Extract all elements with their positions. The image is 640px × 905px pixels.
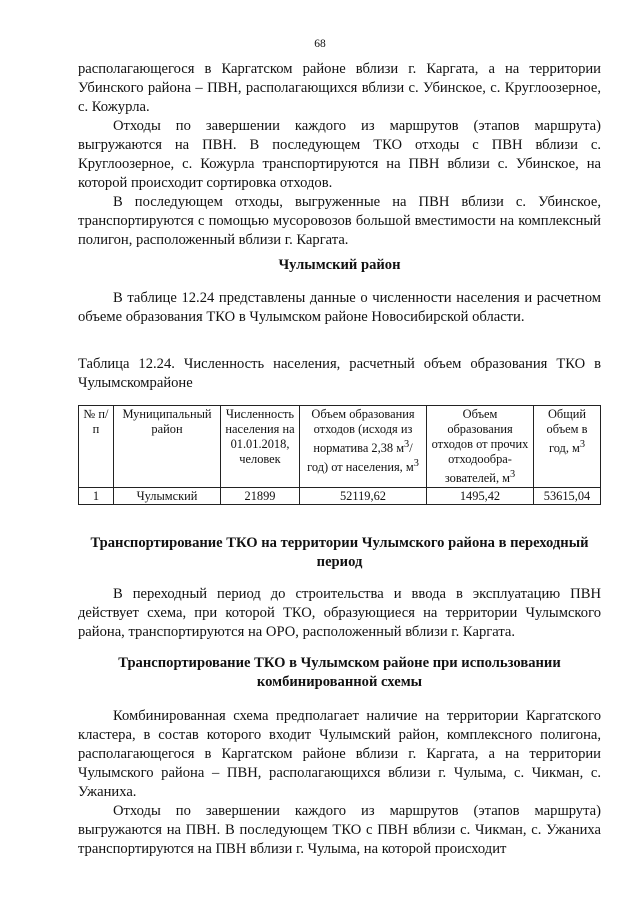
- cell-volume-norm: 52119,62: [300, 488, 427, 505]
- cell-total: 53615,04: [534, 488, 601, 505]
- header-total-sup: 3: [579, 439, 586, 450]
- text-block-top: [78, 60, 601, 250]
- population-table: [78, 405, 601, 505]
- paragraph-7: Отходы по завершении каждого из маршрутов (этапов маршрута) выгружаются на ПВН. В последующем ТКО с ПВН вблизи с. Чикман, с. Ужаниха транспортируются на ПВН вблизи г. Чулыма, на которой происходит: [78, 803, 601, 857]
- header-total-a: Общий объем в год, м: [546, 407, 588, 456]
- paragraph-2: Отходы по завершении каждого из маршрутов (этапов маршрута) выгружаются на ПВН. В последующем ТКО отходы с ПВН вблизи с. Круглоозерное, с. Кожурла транспортируются на ПВН вблизи с. Убинское, на которой происходит сортировка отходов.: [78, 118, 601, 191]
- header-volume-norm-sup-2: 3: [413, 458, 419, 470]
- combined-block: [78, 707, 601, 859]
- cell-district: Чулымский: [114, 488, 221, 505]
- header-num: № п/п: [79, 406, 114, 488]
- paragraph-6: Комбинированная схема предполагает наличие на территории Каргатского кластера, в состав которого входит Чулымский район, комплексного полигона, располагающегося в Каргатском районе вблизи г. Каргата, а на территории Чулымского района – ПВН, располагающихся вблизи г. Чулыма, с. Чикман, с. Ужаниха.: [78, 708, 601, 800]
- cell-num: 1: [79, 488, 114, 505]
- paragraph-1: располагающегося в Каргатском районе вблизи г. Каргата, а на территории Убинского района – ПВН, располагающихся вблизи с. Убинское, с. Круглоозерное, с. Кожурла.: [78, 61, 601, 115]
- page-number: 68: [314, 38, 326, 50]
- cell-volume-other: 1495,42: [427, 488, 534, 505]
- table-caption: Таблица 12.24. Численность населения, расчетный объем образования ТКО в Чулымскомрайоне: [78, 356, 601, 391]
- header-volume-other-sup: 3: [509, 469, 516, 480]
- paragraph-4: В таблице 12.24 представлены данные о численности населения и расчетном объеме образования ТКО в Чулымском районе Новосибирской области.: [78, 290, 601, 325]
- intro-block: [78, 289, 601, 327]
- transition-block: [78, 585, 601, 642]
- header-volume-norm: [300, 406, 427, 488]
- header-volume-norm-a: Объем образования отходов (исходя из норматива 2,38 м: [311, 407, 415, 456]
- population-table-wrap: [78, 405, 601, 505]
- cell-population: 21899: [221, 488, 300, 505]
- heading-transition-period: Транспортирование ТКО на территории Чулымского района в переходный период: [90, 535, 589, 570]
- header-total: [534, 406, 601, 488]
- table-caption-block: [78, 355, 601, 393]
- header-volume-norm-sup-1: 3: [404, 439, 410, 450]
- table-header-row: [79, 406, 601, 488]
- header-volume-other: [427, 406, 534, 488]
- header-population: Численность населения на 01.01.2018, человек: [221, 406, 300, 488]
- table-row: [79, 488, 601, 505]
- paragraph-3: В последующем отходы, выгруженные на ПВН вблизи с. Убинское, транспортируются с помощью мусоровозов большой вместимости на комплексный полигон, расположенный вблизи г. Каргата.: [78, 194, 601, 248]
- header-volume-other-a: Объем образования отходов от прочих отходообра-зователей, м: [431, 407, 529, 486]
- heading-combined-scheme: Транспортирование ТКО в Чулымском районе при использовании комбинированной схемы: [118, 655, 561, 690]
- paragraph-5: В переходный период до строительства и ввода в эксплуатацию ПВН действует схема, при которой ТКО, образующиеся на территории Чулымского района, транспортируются на ОРО, расположенный вблизи г. Каргата.: [78, 586, 601, 640]
- heading-chulym-district: Чулымский район: [278, 257, 401, 273]
- header-volume-norm-b: /год) от населения, м: [307, 441, 414, 475]
- header-district: Муниципальный район: [114, 406, 221, 488]
